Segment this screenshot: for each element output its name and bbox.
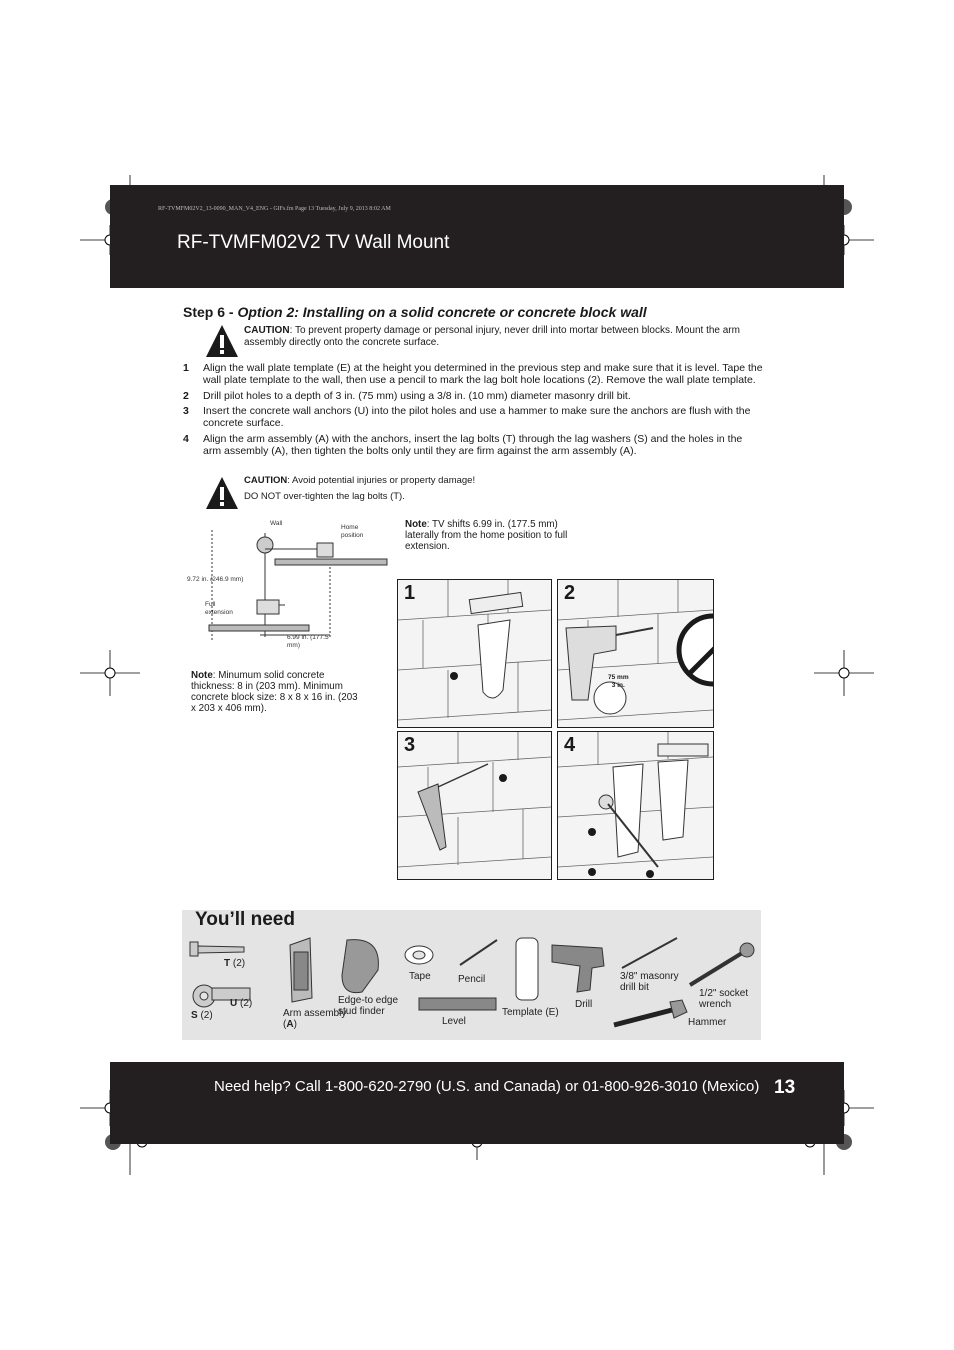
note-concrete: Note: Minumum solid concrete thickness: 8 in (203 mm). Minimum concrete block size: 8 x 8 x 16 in. (203 x 203 x 406 mm).	[191, 670, 358, 714]
label-drill: Drill	[575, 999, 593, 1010]
caution-label: CAUTION	[244, 325, 290, 336]
note-shift: Note: TV shifts 6.99 in. (177.5 mm) laterally from the home position to full extension.	[405, 519, 568, 552]
label-hammer: Hammer	[688, 1017, 727, 1028]
list-item: 3 Insert the concrete wall anchors (U) into the pilot holes and use a hammer to make sure the anchors are flush with the concrete surface.	[183, 405, 751, 430]
caution-label: CAUTION	[244, 475, 288, 486]
shift-label: 6.99 in. (177.5 mm)	[287, 634, 329, 649]
label-washers: S (2)	[191, 1010, 213, 1021]
step-title	[183, 304, 647, 320]
step-subtitle: Option 2: Installing on a solid concrete or concrete block wall	[237, 304, 647, 320]
panel-step-1	[397, 579, 552, 728]
caution-note-2	[244, 473, 644, 505]
label-level: Level	[442, 1016, 466, 1027]
caution-text: : Avoid potential injuries or property damage!	[287, 475, 476, 486]
footer-bar	[110, 1062, 844, 1144]
wrench-illustration	[558, 732, 713, 879]
label-socket-wrench: 1/2" socket wrench	[699, 988, 749, 1010]
warning-icon	[205, 475, 239, 511]
lag-bolt-icon	[198, 946, 244, 953]
pencil-icon	[460, 940, 497, 965]
label-tape: Tape	[409, 971, 431, 982]
stud-finder-icon	[342, 940, 378, 993]
socket-wrench-icon	[690, 950, 747, 985]
label-anchors: U (2)	[230, 998, 253, 1009]
mount-extension-diagram	[205, 525, 390, 650]
drill-bit-icon	[622, 938, 677, 968]
full-extension-label: Full extension	[205, 601, 233, 616]
hammer-illustration	[398, 732, 551, 879]
panel-step-3	[397, 731, 552, 880]
label-stud-finder: Edge-to edge stud finder	[338, 995, 399, 1017]
wall-label: Wall	[270, 520, 283, 527]
drill-icon	[552, 945, 604, 992]
parts-title: You’ll need	[195, 909, 295, 930]
brick-wall-illustration	[398, 580, 551, 727]
caution-note	[244, 325, 762, 349]
lag-bolt-icon	[190, 942, 198, 956]
label-arm-assembly: Arm assembly (A)	[283, 1008, 347, 1030]
panel-number: 4	[564, 734, 576, 756]
label-template: Template (E)	[502, 1007, 559, 1018]
print-slug: RF-TVMFM02V2_13-0090_MAN_V4_ENG - GIFs.fm Page 13 Tuesday, July 9, 2013 8:02 AM	[158, 206, 391, 212]
panel-step-4	[557, 731, 714, 880]
hammer-icon	[614, 1010, 672, 1025]
help-text: Need help? Call 1-800-620-2790 (U.S. and Canada) or 01-800-926-3010 (Mexico)	[214, 1078, 760, 1095]
caution-text-2: DO NOT over-tighten the lag bolts (T).	[244, 491, 405, 502]
label-pencil: Pencil	[458, 974, 486, 985]
list-item: 4 Align the arm assembly (A) with the anchors, insert the lag bolts (T) through the lag washers (S) and the holes in the arm assembly (A), then tighten the bolts only until they are firm against the arm assembly (A).	[183, 432, 743, 457]
panel-number: 3	[404, 734, 416, 756]
caution-text: : To prevent property damage or personal injury, never drill into mortar between blocks. Mount the arm assembly directly onto the concrete surface.	[244, 325, 740, 348]
depth-label: 75 mm 3 in.	[608, 674, 629, 689]
panel-step-2	[557, 579, 714, 728]
drill-illustration	[558, 580, 713, 727]
label-lag-bolts: T (2)	[224, 958, 246, 969]
instruction-steps	[183, 363, 763, 462]
step-label: Step 6 -	[183, 304, 238, 320]
list-item: 2 Drill pilot holes to a depth of 3 in. (75 mm) using a 3/8 in. (10 mm) diameter masonry drill bit.	[183, 389, 631, 402]
home-position-label: Home position	[341, 524, 364, 539]
label-drill-bit: 3/8" masonry drill bit	[620, 971, 679, 993]
warning-icon	[205, 323, 239, 359]
list-item: 1 Align the wall plate template (E) at the height you determined in the previous step and make sure that it is level. Tape the wall plate template to the wall, then use a pencil to mark the lag bolt hole locations (2). Remove the wall plate template.	[183, 362, 763, 386]
height-label: 9.72 in. (246.9 mm)	[187, 576, 244, 583]
panel-number: 1	[404, 582, 416, 604]
page-number: 13	[774, 1077, 796, 1098]
level-icon	[419, 998, 496, 1010]
template-icon	[516, 938, 538, 1000]
panel-number: 2	[564, 582, 576, 604]
page-title: RF-TVMFM02V2 TV Wall Mount	[177, 232, 450, 253]
